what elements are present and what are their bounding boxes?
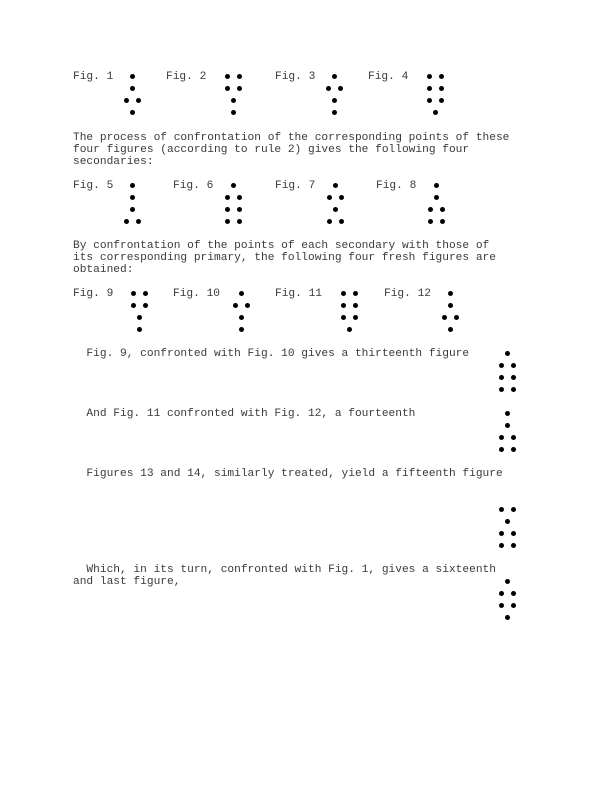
- point-dot: [130, 110, 135, 115]
- figure-row: [128, 312, 152, 324]
- point-dot: [237, 207, 242, 212]
- point-dot: [124, 219, 129, 224]
- figure-row: [121, 180, 145, 192]
- figure-row: [496, 444, 520, 456]
- point-dot: [448, 327, 453, 332]
- figure-row: [425, 204, 449, 216]
- figure-row: [439, 324, 463, 336]
- point-dot: [511, 591, 516, 596]
- point-dot: [137, 315, 142, 320]
- point-dot: [341, 315, 346, 320]
- figure-row: [496, 612, 520, 624]
- fig-5-label: Fig. 5: [73, 180, 114, 192]
- figure-row: [496, 432, 520, 444]
- point-dot: [327, 195, 332, 200]
- paragraph-fifteenth: Figures 13 and 14, similarly treated, yield a fifteenth figure: [73, 468, 503, 480]
- fig-1-label: Fig. 1: [73, 71, 114, 83]
- figure-row: [439, 300, 463, 312]
- point-dot: [428, 207, 433, 212]
- figure-row: [323, 107, 347, 119]
- paragraph-secondaries: The process of confrontation of the corresponding points of these four figures (according to rule 2) gives the following four secondaries:: [73, 132, 510, 168]
- point-dot: [338, 86, 343, 91]
- point-dot: [505, 351, 510, 356]
- point-dot: [136, 98, 141, 103]
- figure-7: [324, 180, 348, 228]
- figure-10: [230, 288, 254, 336]
- figure-row: [222, 180, 246, 192]
- point-dot: [136, 219, 141, 224]
- figure-row: [230, 288, 254, 300]
- figure-row: [496, 576, 520, 588]
- point-dot: [326, 86, 331, 91]
- figure-row: [222, 83, 246, 95]
- point-dot: [339, 219, 344, 224]
- figure-row: [338, 312, 362, 324]
- point-dot: [333, 207, 338, 212]
- figure-6: [222, 180, 246, 228]
- point-dot: [511, 603, 516, 608]
- figure-row: [128, 324, 152, 336]
- figure-5: [121, 180, 145, 228]
- point-dot: [440, 219, 445, 224]
- point-dot: [332, 98, 337, 103]
- point-dot: [448, 291, 453, 296]
- point-dot: [143, 303, 148, 308]
- fig-4-label: Fig. 4: [368, 71, 409, 83]
- figure-row: [121, 107, 145, 119]
- figure-row: [324, 192, 348, 204]
- point-dot: [511, 363, 516, 368]
- point-dot: [511, 375, 516, 380]
- fig-6-label: Fig. 6: [173, 180, 214, 192]
- figure-row: [222, 95, 246, 107]
- figure-row: [496, 540, 520, 552]
- point-dot: [499, 507, 504, 512]
- point-dot: [439, 74, 444, 79]
- figure-2: [222, 71, 246, 119]
- point-dot: [505, 519, 510, 524]
- figure-row: [338, 324, 362, 336]
- point-dot: [225, 86, 230, 91]
- figure-row: [496, 372, 520, 384]
- point-dot: [439, 86, 444, 91]
- figure-row: [338, 300, 362, 312]
- point-dot: [499, 435, 504, 440]
- point-dot: [130, 183, 135, 188]
- point-dot: [499, 531, 504, 536]
- point-dot: [511, 435, 516, 440]
- figure-row: [424, 71, 448, 83]
- figure-15: [496, 504, 520, 552]
- point-dot: [231, 183, 236, 188]
- figure-row: [230, 312, 254, 324]
- point-dot: [130, 207, 135, 212]
- figure-row: [425, 192, 449, 204]
- point-dot: [239, 291, 244, 296]
- figure-row: [323, 71, 347, 83]
- fig-12-label: Fig. 12: [384, 288, 431, 300]
- figure-row: [324, 204, 348, 216]
- point-dot: [231, 110, 236, 115]
- point-dot: [511, 387, 516, 392]
- figure-row: [496, 360, 520, 372]
- point-dot: [439, 98, 444, 103]
- point-dot: [225, 195, 230, 200]
- point-dot: [245, 303, 250, 308]
- point-dot: [332, 74, 337, 79]
- fig-2-label: Fig. 2: [166, 71, 207, 83]
- point-dot: [511, 447, 516, 452]
- figure-row: [121, 71, 145, 83]
- figure-row: [496, 600, 520, 612]
- point-dot: [442, 315, 447, 320]
- point-dot: [130, 86, 135, 91]
- figure-row: [496, 588, 520, 600]
- point-dot: [499, 591, 504, 596]
- point-dot: [427, 98, 432, 103]
- figure-row: [222, 216, 246, 228]
- paragraph-fresh-figures: By confrontation of the points of each secondary with those of its corresponding primary, the following four fresh figures are obtained:: [73, 240, 496, 276]
- figure-row: [222, 192, 246, 204]
- point-dot: [143, 291, 148, 296]
- point-dot: [237, 74, 242, 79]
- fig-7-label: Fig. 7: [275, 180, 316, 192]
- point-dot: [237, 219, 242, 224]
- point-dot: [448, 303, 453, 308]
- figure-row: [222, 71, 246, 83]
- point-dot: [499, 387, 504, 392]
- point-dot: [137, 327, 142, 332]
- figure-row: [324, 216, 348, 228]
- figure-12: [439, 288, 463, 336]
- figure-11: [338, 288, 362, 336]
- figure-row: [424, 95, 448, 107]
- point-dot: [130, 195, 135, 200]
- figure-row: [425, 180, 449, 192]
- figure-row: [128, 288, 152, 300]
- point-dot: [499, 447, 504, 452]
- point-dot: [505, 579, 510, 584]
- figure-1: [121, 71, 145, 119]
- figure-8: [425, 180, 449, 228]
- point-dot: [341, 303, 346, 308]
- point-dot: [434, 195, 439, 200]
- figure-row: [496, 504, 520, 516]
- point-dot: [339, 195, 344, 200]
- figure-16: [496, 576, 520, 624]
- point-dot: [225, 219, 230, 224]
- fig-3-label: Fig. 3: [275, 71, 316, 83]
- figure-row: [496, 408, 520, 420]
- point-dot: [341, 291, 346, 296]
- point-dot: [130, 74, 135, 79]
- figure-13: [496, 348, 520, 396]
- figure-row: [222, 204, 246, 216]
- point-dot: [231, 98, 236, 103]
- figure-row: [496, 384, 520, 396]
- point-dot: [327, 219, 332, 224]
- figure-row: [121, 216, 145, 228]
- paragraph-thirteenth: Fig. 9, confronted with Fig. 10 gives a thirteenth figure: [73, 348, 470, 360]
- point-dot: [511, 543, 516, 548]
- point-dot: [333, 183, 338, 188]
- figure-row: [496, 420, 520, 432]
- point-dot: [505, 423, 510, 428]
- figure-row: [424, 83, 448, 95]
- point-dot: [131, 291, 136, 296]
- paragraph-sixteenth: Which, in its turn, confronted with Fig. 1, gives a sixteenth and last figure,: [73, 564, 496, 588]
- paragraph-fourteenth: And Fig. 11 confronted with Fig. 12, a fourteenth: [73, 408, 416, 420]
- point-dot: [353, 291, 358, 296]
- figure-3: [323, 71, 347, 119]
- figure-row: [230, 324, 254, 336]
- point-dot: [124, 98, 129, 103]
- point-dot: [505, 411, 510, 416]
- fig-9-label: Fig. 9: [73, 288, 114, 300]
- point-dot: [499, 375, 504, 380]
- figure-9: [128, 288, 152, 336]
- figure-row: [230, 300, 254, 312]
- figure-14: [496, 408, 520, 456]
- figure-row: [439, 288, 463, 300]
- fig-11-label: Fig. 11: [275, 288, 322, 300]
- point-dot: [332, 110, 337, 115]
- figure-row: [323, 95, 347, 107]
- figure-row: [121, 83, 145, 95]
- point-dot: [239, 327, 244, 332]
- point-dot: [440, 207, 445, 212]
- point-dot: [225, 207, 230, 212]
- point-dot: [237, 195, 242, 200]
- point-dot: [237, 86, 242, 91]
- figure-row: [424, 107, 448, 119]
- fig-8-label: Fig. 8: [376, 180, 417, 192]
- point-dot: [511, 507, 516, 512]
- figure-row: [496, 348, 520, 360]
- figure-row: [222, 107, 246, 119]
- figure-row: [128, 300, 152, 312]
- point-dot: [353, 303, 358, 308]
- point-dot: [427, 86, 432, 91]
- point-dot: [499, 543, 504, 548]
- point-dot: [131, 303, 136, 308]
- point-dot: [427, 74, 432, 79]
- point-dot: [454, 315, 459, 320]
- point-dot: [347, 327, 352, 332]
- point-dot: [499, 603, 504, 608]
- figure-row: [425, 216, 449, 228]
- figure-row: [121, 95, 145, 107]
- figure-row: [496, 516, 520, 528]
- point-dot: [499, 363, 504, 368]
- point-dot: [511, 531, 516, 536]
- figure-row: [324, 180, 348, 192]
- figure-row: [121, 192, 145, 204]
- figure-4: [424, 71, 448, 119]
- figure-row: [338, 288, 362, 300]
- point-dot: [434, 183, 439, 188]
- point-dot: [353, 315, 358, 320]
- point-dot: [428, 219, 433, 224]
- figure-row: [121, 204, 145, 216]
- point-dot: [433, 110, 438, 115]
- point-dot: [239, 315, 244, 320]
- figure-row: [439, 312, 463, 324]
- figure-row: [496, 528, 520, 540]
- point-dot: [225, 74, 230, 79]
- point-dot: [233, 303, 238, 308]
- figure-row: [323, 83, 347, 95]
- point-dot: [505, 615, 510, 620]
- fig-10-label: Fig. 10: [173, 288, 220, 300]
